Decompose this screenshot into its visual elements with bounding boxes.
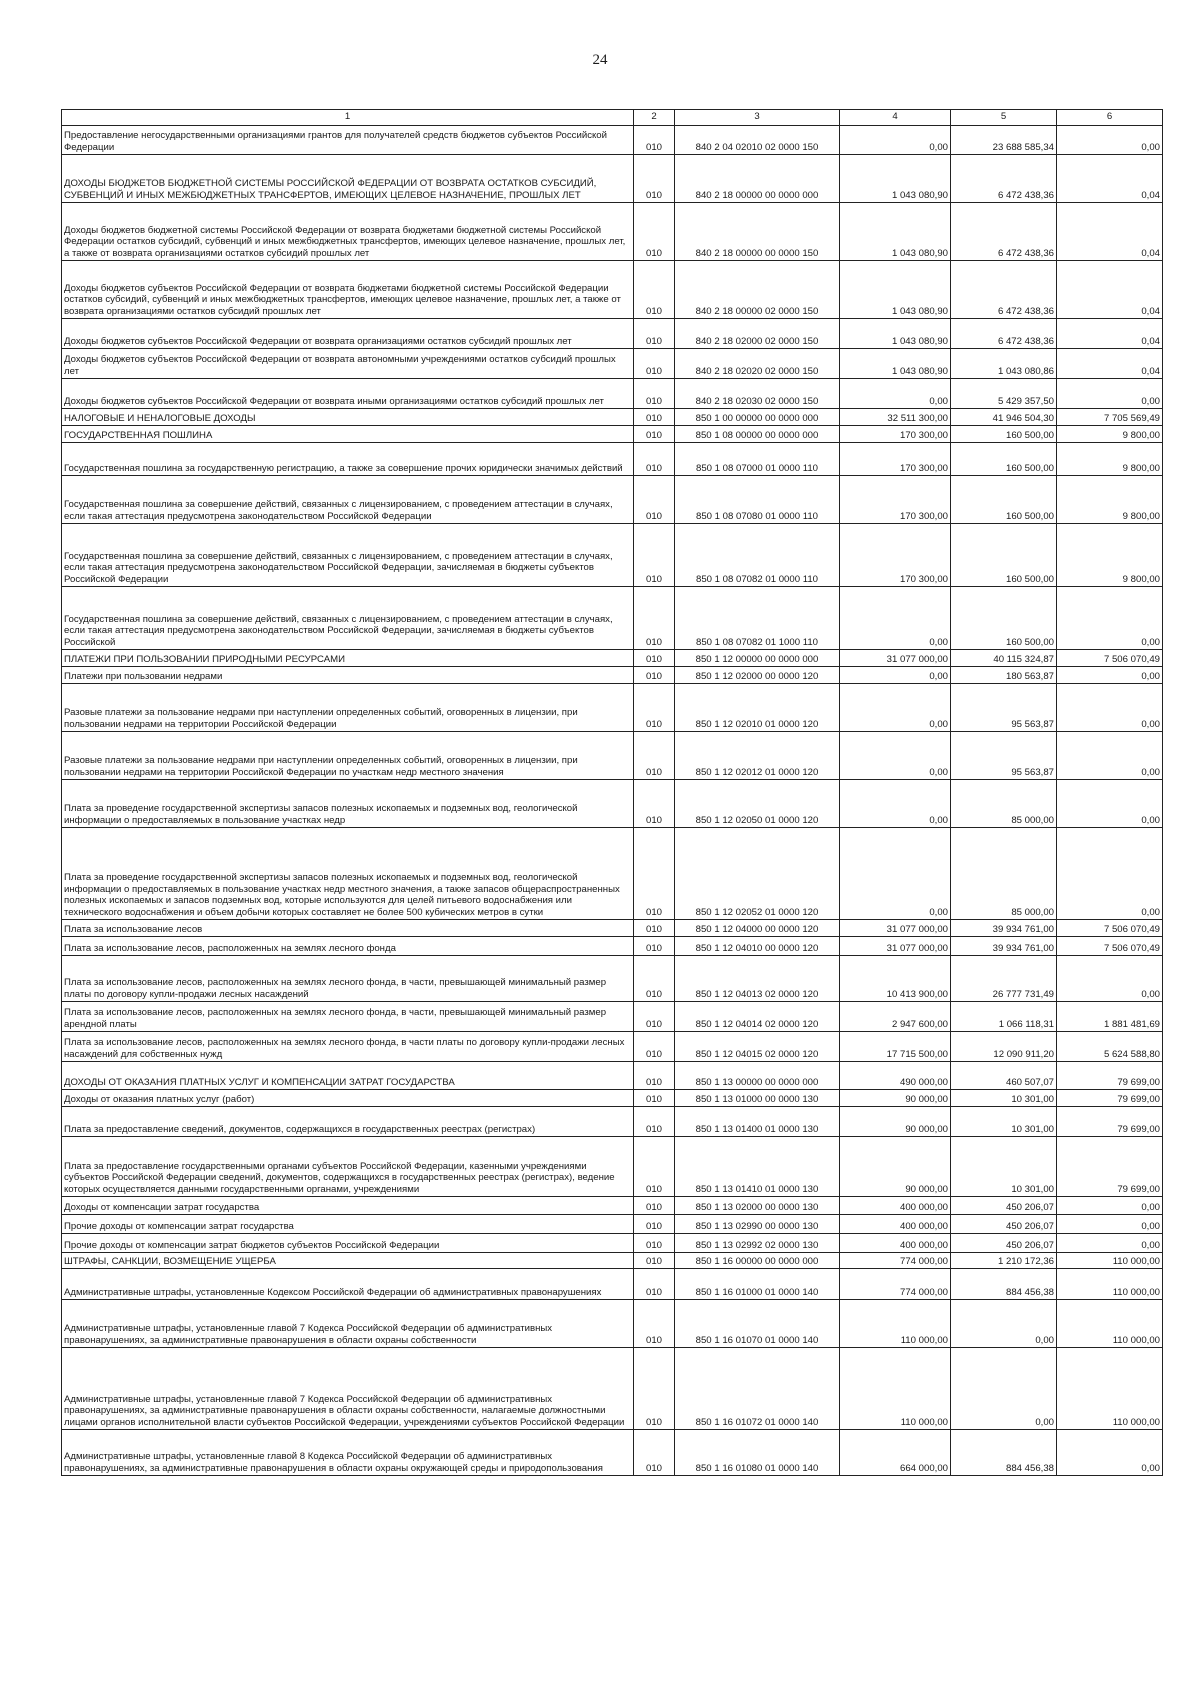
unexecuted-amount-cell: 0,00 — [1057, 828, 1163, 920]
unexecuted-amount-cell: 0,00 — [1057, 956, 1163, 1002]
row-name-cell: Плата за предоставление государственными органами субъектов Российской Федерации, казенными учреждениями субъектов Российской Федерации сведений, документов, содержащихся в государственных реестрах (регистрах), ведение которых осуществляется данными государственными органами, учреждениями — [62, 1137, 634, 1197]
approved-amount-cell: 1 043 080,90 — [840, 349, 951, 379]
line-code-cell: 010 — [634, 920, 675, 937]
executed-amount-cell: 6 472 438,36 — [951, 203, 1057, 261]
unexecuted-amount-cell: 79 699,00 — [1057, 1107, 1163, 1137]
table-body — [62, 126, 1163, 1476]
unexecuted-amount-cell: 0,04 — [1057, 203, 1163, 261]
executed-amount-cell: 6 472 438,36 — [951, 261, 1057, 319]
line-code-cell: 010 — [634, 319, 675, 349]
unexecuted-amount-cell: 7 506 070,49 — [1057, 920, 1163, 937]
unexecuted-amount-cell: 0,00 — [1057, 780, 1163, 828]
budget-class-code-cell: 850 1 12 04013 02 0000 120 — [675, 956, 840, 1002]
row-name-cell: ДОХОДЫ БЮДЖЕТОВ БЮДЖЕТНОЙ СИСТЕМЫ РОССИЙСКОЙ ФЕДЕРАЦИИ ОТ ВОЗВРАТА ОСТАТКОВ СУБСИДИЙ, СУБВЕНЦИЙ И ИНЫХ МЕЖБЮДЖЕТНЫХ ТРАНСФЕРТОВ, ИМЕЮЩИХ ЦЕЛЕВОЕ НАЗНАЧЕНИЕ, ПРОШЛЫХ ЛЕТ — [62, 155, 634, 203]
executed-amount-cell: 10 301,00 — [951, 1137, 1057, 1197]
budget-class-code-cell: 850 1 13 00000 00 0000 000 — [675, 1062, 840, 1090]
executed-amount-cell: 450 206,07 — [951, 1197, 1057, 1215]
line-code-cell: 010 — [634, 937, 675, 956]
table-row — [62, 1032, 1163, 1062]
approved-amount-cell: 0,00 — [840, 828, 951, 920]
line-code-cell: 010 — [634, 1300, 675, 1348]
row-name-cell: Плата за использование лесов, расположенных на землях лесного фонда, в части, превышающей минимальный размер платы по договору купли-продажи лесных насаждений — [62, 956, 634, 1002]
row-name-cell: Доходы от компенсации затрат государства — [62, 1197, 634, 1215]
line-code-cell: 010 — [634, 1234, 675, 1253]
unexecuted-amount-cell: 79 699,00 — [1057, 1090, 1163, 1107]
approved-amount-cell: 774 000,00 — [840, 1269, 951, 1300]
line-code-cell: 010 — [634, 1253, 675, 1269]
row-name-cell: Плата за использование лесов, расположенных на землях лесного фонда, в части, превышающей минимальный размер арендной платы — [62, 1002, 634, 1032]
unexecuted-amount-cell: 0,00 — [1057, 587, 1163, 650]
executed-amount-cell: 95 563,87 — [951, 684, 1057, 732]
unexecuted-amount-cell: 0,00 — [1057, 126, 1163, 155]
line-code-cell: 010 — [634, 379, 675, 409]
unexecuted-amount-cell: 0,04 — [1057, 319, 1163, 349]
budget-class-code-cell: 850 1 12 02052 01 0000 120 — [675, 828, 840, 920]
executed-amount-cell: 460 507,07 — [951, 1062, 1057, 1090]
row-name-cell: Государственная пошлина за совершение действий, связанных с лицензированием, с проведением аттестации в случаях, если такая аттестация предусмотрена законодательством Российской Федерации, зачисляемая в бюджеты субъектов Российской — [62, 587, 634, 650]
table-row — [62, 1234, 1163, 1253]
approved-amount-cell: 110 000,00 — [840, 1348, 951, 1430]
budget-class-code-cell: 850 1 16 01000 01 0000 140 — [675, 1269, 840, 1300]
budget-class-code-cell: 840 2 18 02000 02 0000 150 — [675, 319, 840, 349]
row-name-cell: Государственная пошлина за государственную регистрацию, а также за совершение прочих юридически значимых действий — [62, 443, 634, 476]
unexecuted-amount-cell: 110 000,00 — [1057, 1348, 1163, 1430]
approved-amount-cell: 170 300,00 — [840, 476, 951, 524]
approved-amount-cell: 2 947 600,00 — [840, 1002, 951, 1032]
table-row — [62, 349, 1163, 379]
budget-class-code-cell: 850 1 13 02000 00 0000 130 — [675, 1197, 840, 1215]
budget-class-code-cell: 850 1 13 02990 00 0000 130 — [675, 1215, 840, 1234]
table-row — [62, 319, 1163, 349]
approved-amount-cell: 32 511 300,00 — [840, 409, 951, 426]
executed-amount-cell: 180 563,87 — [951, 667, 1057, 684]
approved-amount-cell: 1 043 080,90 — [840, 261, 951, 319]
row-name-cell: Разовые платежи за пользование недрами при наступлении определенных событий, оговоренных в лицензии, при пользовании недрами на территории Российской Федерации — [62, 684, 634, 732]
row-name-cell: ПЛАТЕЖИ ПРИ ПОЛЬЗОВАНИИ ПРИРОДНЫМИ РЕСУРСАМИ — [62, 650, 634, 667]
table-row — [62, 261, 1163, 319]
line-code-cell: 010 — [634, 1062, 675, 1090]
approved-amount-cell: 1 043 080,90 — [840, 319, 951, 349]
unexecuted-amount-cell: 9 800,00 — [1057, 476, 1163, 524]
approved-amount-cell: 400 000,00 — [840, 1197, 951, 1215]
budget-class-code-cell: 850 1 16 01072 01 0000 140 — [675, 1348, 840, 1430]
line-code-cell: 010 — [634, 155, 675, 203]
unexecuted-amount-cell: 79 699,00 — [1057, 1062, 1163, 1090]
unexecuted-amount-cell: 9 800,00 — [1057, 524, 1163, 587]
line-code-cell: 010 — [634, 1002, 675, 1032]
budget-class-code-cell: 850 1 12 04014 02 0000 120 — [675, 1002, 840, 1032]
approved-amount-cell: 17 715 500,00 — [840, 1032, 951, 1062]
approved-amount-cell: 0,00 — [840, 684, 951, 732]
table-row — [62, 684, 1163, 732]
unexecuted-amount-cell: 9 800,00 — [1057, 426, 1163, 443]
unexecuted-amount-cell: 110 000,00 — [1057, 1253, 1163, 1269]
unexecuted-amount-cell: 0,00 — [1057, 379, 1163, 409]
row-name-cell: Доходы бюджетов субъектов Российской Федерации от возврата организациями остатков субсидий прошлых лет — [62, 319, 634, 349]
executed-amount-cell: 41 946 504,30 — [951, 409, 1057, 426]
column-header: 6 — [1057, 110, 1163, 126]
unexecuted-amount-cell: 0,00 — [1057, 732, 1163, 780]
line-code-cell: 010 — [634, 828, 675, 920]
line-code-cell: 010 — [634, 780, 675, 828]
line-code-cell: 010 — [634, 1430, 675, 1476]
row-name-cell: Доходы бюджетов субъектов Российской Федерации от возврата иными организациями остатков субсидий прошлых лет — [62, 379, 634, 409]
approved-amount-cell: 0,00 — [840, 667, 951, 684]
approved-amount-cell: 0,00 — [840, 780, 951, 828]
approved-amount-cell: 1 043 080,90 — [840, 155, 951, 203]
approved-amount-cell: 170 300,00 — [840, 426, 951, 443]
row-name-cell: ГОСУДАРСТВЕННАЯ ПОШЛИНА — [62, 426, 634, 443]
table-row — [62, 732, 1163, 780]
approved-amount-cell: 0,00 — [840, 587, 951, 650]
executed-amount-cell: 10 301,00 — [951, 1090, 1057, 1107]
executed-amount-cell: 12 090 911,20 — [951, 1032, 1057, 1062]
table-row — [62, 379, 1163, 409]
executed-amount-cell: 85 000,00 — [951, 828, 1057, 920]
unexecuted-amount-cell: 0,00 — [1057, 1215, 1163, 1234]
line-code-cell: 010 — [634, 261, 675, 319]
unexecuted-amount-cell: 0,00 — [1057, 684, 1163, 732]
table-row — [62, 1300, 1163, 1348]
executed-amount-cell: 23 688 585,34 — [951, 126, 1057, 155]
budget-class-code-cell: 840 2 18 00000 00 0000 150 — [675, 203, 840, 261]
table-row — [62, 1107, 1163, 1137]
budget-class-code-cell: 850 1 13 02992 02 0000 130 — [675, 1234, 840, 1253]
executed-amount-cell: 39 934 761,00 — [951, 920, 1057, 937]
line-code-cell: 010 — [634, 443, 675, 476]
column-header: 3 — [675, 110, 840, 126]
approved-amount-cell: 490 000,00 — [840, 1062, 951, 1090]
table-row — [62, 1348, 1163, 1430]
executed-amount-cell: 0,00 — [951, 1348, 1057, 1430]
row-name-cell: Плата за проведение государственной экспертизы запасов полезных ископаемых и подземных вод, геологической информации о предоставляемых в пользование участках недр местного значения, а также запасов общераспространенных полезных ископаемых и запасов подземных вод, которые используются для целей питьевого водоснабжения или технического водоснабжения и объем добычи которых составляет не более 500 кубических метров в сутки — [62, 828, 634, 920]
approved-amount-cell: 31 077 000,00 — [840, 920, 951, 937]
unexecuted-amount-cell: 0,00 — [1057, 1234, 1163, 1253]
table-row — [62, 587, 1163, 650]
table-row — [62, 203, 1163, 261]
approved-amount-cell: 170 300,00 — [840, 443, 951, 476]
header-row — [62, 110, 1163, 126]
approved-amount-cell: 774 000,00 — [840, 1253, 951, 1269]
budget-class-code-cell: 850 1 16 01080 01 0000 140 — [675, 1430, 840, 1476]
unexecuted-amount-cell: 0,00 — [1057, 1197, 1163, 1215]
row-name-cell: Плата за предоставление сведений, документов, содержащихся в государственных реестрах (регистрах) — [62, 1107, 634, 1137]
budget-class-code-cell: 850 1 12 02050 01 0000 120 — [675, 780, 840, 828]
executed-amount-cell: 160 500,00 — [951, 587, 1057, 650]
table-row — [62, 937, 1163, 956]
executed-amount-cell: 39 934 761,00 — [951, 937, 1057, 956]
executed-amount-cell: 884 456,38 — [951, 1430, 1057, 1476]
table-row — [62, 409, 1163, 426]
row-name-cell: Прочие доходы от компенсации затрат бюджетов субъектов Российской Федерации — [62, 1234, 634, 1253]
line-code-cell: 010 — [634, 1348, 675, 1430]
line-code-cell: 010 — [634, 956, 675, 1002]
row-name-cell: ШТРАФЫ, САНКЦИИ, ВОЗМЕЩЕНИЕ УЩЕРБА — [62, 1253, 634, 1269]
table-row — [62, 1090, 1163, 1107]
executed-amount-cell: 6 472 438,36 — [951, 319, 1057, 349]
unexecuted-amount-cell: 110 000,00 — [1057, 1300, 1163, 1348]
budget-class-code-cell: 850 1 12 04000 00 0000 120 — [675, 920, 840, 937]
table-row — [62, 1062, 1163, 1090]
budget-class-code-cell: 850 1 12 04010 00 0000 120 — [675, 937, 840, 956]
column-header: 5 — [951, 110, 1057, 126]
row-name-cell: Разовые платежи за пользование недрами при наступлении определенных событий, оговоренных в лицензии, при пользовании недрами на территории Российской Федерации по участкам недр местного значения — [62, 732, 634, 780]
budget-class-code-cell: 850 1 13 01410 01 0000 130 — [675, 1137, 840, 1197]
line-code-cell: 010 — [634, 1032, 675, 1062]
table-row — [62, 426, 1163, 443]
table-row — [62, 155, 1163, 203]
line-code-cell: 010 — [634, 203, 675, 261]
table-row — [62, 1197, 1163, 1215]
executed-amount-cell: 0,00 — [951, 1300, 1057, 1348]
row-name-cell: Административные штрафы, установленные главой 8 Кодекса Российской Федерации об административных правонарушениях, за административные правонарушения в области охраны окружающей среды и природопользования — [62, 1430, 634, 1476]
budget-class-code-cell: 840 2 18 02030 02 0000 150 — [675, 379, 840, 409]
approved-amount-cell: 90 000,00 — [840, 1090, 951, 1107]
budget-class-code-cell: 850 1 13 01000 00 0000 130 — [675, 1090, 840, 1107]
executed-amount-cell: 160 500,00 — [951, 426, 1057, 443]
table-row — [62, 1137, 1163, 1197]
line-code-cell: 010 — [634, 409, 675, 426]
row-name-cell: Прочие доходы от компенсации затрат государства — [62, 1215, 634, 1234]
budget-class-code-cell: 850 1 12 02010 01 0000 120 — [675, 684, 840, 732]
line-code-cell: 010 — [634, 1269, 675, 1300]
table-row — [62, 1002, 1163, 1032]
executed-amount-cell: 160 500,00 — [951, 476, 1057, 524]
executed-amount-cell: 160 500,00 — [951, 524, 1057, 587]
budget-class-code-cell: 850 1 12 02012 01 0000 120 — [675, 732, 840, 780]
row-name-cell: НАЛОГОВЫЕ И НЕНАЛОГОВЫЕ ДОХОДЫ — [62, 409, 634, 426]
unexecuted-amount-cell: 0,04 — [1057, 155, 1163, 203]
unexecuted-amount-cell: 0,00 — [1057, 667, 1163, 684]
unexecuted-amount-cell: 7 705 569,49 — [1057, 409, 1163, 426]
table-row — [62, 956, 1163, 1002]
executed-amount-cell: 26 777 731,49 — [951, 956, 1057, 1002]
unexecuted-amount-cell: 7 506 070,49 — [1057, 937, 1163, 956]
row-name-cell: Административные штрафы, установленные Кодексом Российской Федерации об административных правонарушениях — [62, 1269, 634, 1300]
budget-class-code-cell: 850 1 12 02000 00 0000 120 — [675, 667, 840, 684]
line-code-cell: 010 — [634, 1090, 675, 1107]
executed-amount-cell: 1 066 118,31 — [951, 1002, 1057, 1032]
executed-amount-cell: 1 043 080,86 — [951, 349, 1057, 379]
page-number: 24 — [592, 52, 608, 68]
executed-amount-cell: 160 500,00 — [951, 443, 1057, 476]
table-row — [62, 1269, 1163, 1300]
line-code-cell: 010 — [634, 1215, 675, 1234]
line-code-cell: 010 — [634, 349, 675, 379]
approved-amount-cell: 90 000,00 — [840, 1137, 951, 1197]
unexecuted-amount-cell: 79 699,00 — [1057, 1137, 1163, 1197]
table-row — [62, 443, 1163, 476]
budget-class-code-cell: 850 1 08 07000 01 0000 110 — [675, 443, 840, 476]
row-name-cell: Плата за использование лесов — [62, 920, 634, 937]
approved-amount-cell: 400 000,00 — [840, 1215, 951, 1234]
table-row — [62, 920, 1163, 937]
revenue-table — [61, 109, 1163, 1476]
row-name-cell: Плата за использование лесов, расположенных на землях лесного фонда, в части платы по договору купли-продажи лесных насаждений для собственных нужд — [62, 1032, 634, 1062]
unexecuted-amount-cell: 0,00 — [1057, 1430, 1163, 1476]
unexecuted-amount-cell: 9 800,00 — [1057, 443, 1163, 476]
table-row — [62, 828, 1163, 920]
row-name-cell: Доходы от оказания платных услуг (работ) — [62, 1090, 634, 1107]
table-row — [62, 476, 1163, 524]
approved-amount-cell: 31 077 000,00 — [840, 650, 951, 667]
budget-class-code-cell: 850 1 12 04015 02 0000 120 — [675, 1032, 840, 1062]
row-name-cell: Доходы бюджетов субъектов Российской Федерации от возврата бюджетами бюджетной системы Российской Федерации остатков субсидий, субвенций и иных межбюджетных трансфертов, имеющих целевое назначение, прошлых лет, а также от возврата организациями остатков субсидий прошлых лет — [62, 261, 634, 319]
budget-class-code-cell: 850 1 08 07082 01 1000 110 — [675, 587, 840, 650]
approved-amount-cell: 110 000,00 — [840, 1300, 951, 1348]
line-code-cell: 010 — [634, 426, 675, 443]
line-code-cell: 010 — [634, 126, 675, 155]
line-code-cell: 010 — [634, 1137, 675, 1197]
budget-class-code-cell: 850 1 08 07080 01 0000 110 — [675, 476, 840, 524]
executed-amount-cell: 450 206,07 — [951, 1215, 1057, 1234]
budget-class-code-cell: 840 2 18 02020 02 0000 150 — [675, 349, 840, 379]
approved-amount-cell: 0,00 — [840, 126, 951, 155]
table-row — [62, 780, 1163, 828]
budget-class-code-cell: 850 1 13 01400 01 0000 130 — [675, 1107, 840, 1137]
budget-class-code-cell: 850 1 00 00000 00 0000 000 — [675, 409, 840, 426]
table-row — [62, 524, 1163, 587]
row-name-cell: Плата за проведение государственной экспертизы запасов полезных ископаемых и подземных вод, геологической информации о предоставляемых в пользование участках недр — [62, 780, 634, 828]
line-code-cell: 010 — [634, 524, 675, 587]
approved-amount-cell: 400 000,00 — [840, 1234, 951, 1253]
budget-class-code-cell: 850 1 16 00000 00 0000 000 — [675, 1253, 840, 1269]
line-code-cell: 010 — [634, 732, 675, 780]
table-row — [62, 1430, 1163, 1476]
executed-amount-cell: 6 472 438,36 — [951, 155, 1057, 203]
budget-class-code-cell: 840 2 04 02010 02 0000 150 — [675, 126, 840, 155]
approved-amount-cell: 90 000,00 — [840, 1107, 951, 1137]
budget-class-code-cell: 840 2 18 00000 02 0000 150 — [675, 261, 840, 319]
unexecuted-amount-cell: 1 881 481,69 — [1057, 1002, 1163, 1032]
approved-amount-cell: 10 413 900,00 — [840, 956, 951, 1002]
table-row — [62, 667, 1163, 684]
table-row — [62, 1215, 1163, 1234]
executed-amount-cell: 10 301,00 — [951, 1107, 1057, 1137]
row-name-cell: Предоставление негосударственными организациями грантов для получателей средств бюджетов субъектов Российской Федерации — [62, 126, 634, 155]
executed-amount-cell: 450 206,07 — [951, 1234, 1057, 1253]
line-code-cell: 010 — [634, 1107, 675, 1137]
budget-class-code-cell: 840 2 18 00000 00 0000 000 — [675, 155, 840, 203]
line-code-cell: 010 — [634, 667, 675, 684]
line-code-cell: 010 — [634, 1197, 675, 1215]
unexecuted-amount-cell: 5 624 588,80 — [1057, 1032, 1163, 1062]
table-row — [62, 650, 1163, 667]
approved-amount-cell: 31 077 000,00 — [840, 937, 951, 956]
executed-amount-cell: 95 563,87 — [951, 732, 1057, 780]
row-name-cell: Административные штрафы, установленные главой 7 Кодекса Российской Федерации об административных правонарушениях, за административные правонарушения в области охраны собственности — [62, 1300, 634, 1348]
executed-amount-cell: 5 429 357,50 — [951, 379, 1057, 409]
unexecuted-amount-cell: 0,04 — [1057, 349, 1163, 379]
line-code-cell: 010 — [634, 684, 675, 732]
table-row — [62, 126, 1163, 155]
approved-amount-cell: 170 300,00 — [840, 524, 951, 587]
row-name-cell: Административные штрафы, установленные главой 7 Кодекса Российской Федерации об административных правонарушениях, за административные правонарушения в области охраны собственности, налагаемые должностными лицами органов исполнительной власти субъектов Российской Федерации, учреждениями субъектов Российской Федерации — [62, 1348, 634, 1430]
unexecuted-amount-cell: 7 506 070,49 — [1057, 650, 1163, 667]
budget-class-code-cell: 850 1 12 00000 00 0000 000 — [675, 650, 840, 667]
line-code-cell: 010 — [634, 476, 675, 524]
budget-class-code-cell: 850 1 08 00000 00 0000 000 — [675, 426, 840, 443]
row-name-cell: ДОХОДЫ ОТ ОКАЗАНИЯ ПЛАТНЫХ УСЛУГ И КОМПЕНСАЦИИ ЗАТРАТ ГОСУДАРСТВА — [62, 1062, 634, 1090]
line-code-cell: 010 — [634, 650, 675, 667]
table-row — [62, 1253, 1163, 1269]
row-name-cell: Государственная пошлина за совершение действий, связанных с лицензированием, с проведением аттестации в случаях, если такая аттестация предусмотрена законодательством Российской Федерации — [62, 476, 634, 524]
row-name-cell: Государственная пошлина за совершение действий, связанных с лицензированием, с проведением аттестации в случаях, если такая аттестация предусмотрена законодательством Российской Федерации, зачисляемая в бюджеты субъектов Российской Федерации — [62, 524, 634, 587]
approved-amount-cell: 664 000,00 — [840, 1430, 951, 1476]
column-header: 1 — [62, 110, 634, 126]
executed-amount-cell: 85 000,00 — [951, 780, 1057, 828]
budget-class-code-cell: 850 1 08 07082 01 0000 110 — [675, 524, 840, 587]
column-header: 4 — [840, 110, 951, 126]
row-name-cell: Плата за использование лесов, расположенных на землях лесного фонда — [62, 937, 634, 956]
row-name-cell: Доходы бюджетов бюджетной системы Российской Федерации от возврата бюджетами бюджетной системы Российской Федерации остатков субсидий, субвенций и иных межбюджетных трансфертов, имеющих целевое назначение, прошлых лет, а также от возврата организациями остатков субсидий прошлых лет — [62, 203, 634, 261]
row-name-cell: Платежи при пользовании недрами — [62, 667, 634, 684]
executed-amount-cell: 884 456,38 — [951, 1269, 1057, 1300]
line-code-cell: 010 — [634, 587, 675, 650]
budget-class-code-cell: 850 1 16 01070 01 0000 140 — [675, 1300, 840, 1348]
approved-amount-cell: 1 043 080,90 — [840, 203, 951, 261]
column-header: 2 — [634, 110, 675, 126]
unexecuted-amount-cell: 0,04 — [1057, 261, 1163, 319]
approved-amount-cell: 0,00 — [840, 732, 951, 780]
approved-amount-cell: 0,00 — [840, 379, 951, 409]
row-name-cell: Доходы бюджетов субъектов Российской Федерации от возврата автономными учреждениями остатков субсидий прошлых лет — [62, 349, 634, 379]
executed-amount-cell: 40 115 324,87 — [951, 650, 1057, 667]
unexecuted-amount-cell: 110 000,00 — [1057, 1269, 1163, 1300]
executed-amount-cell: 1 210 172,36 — [951, 1253, 1057, 1269]
